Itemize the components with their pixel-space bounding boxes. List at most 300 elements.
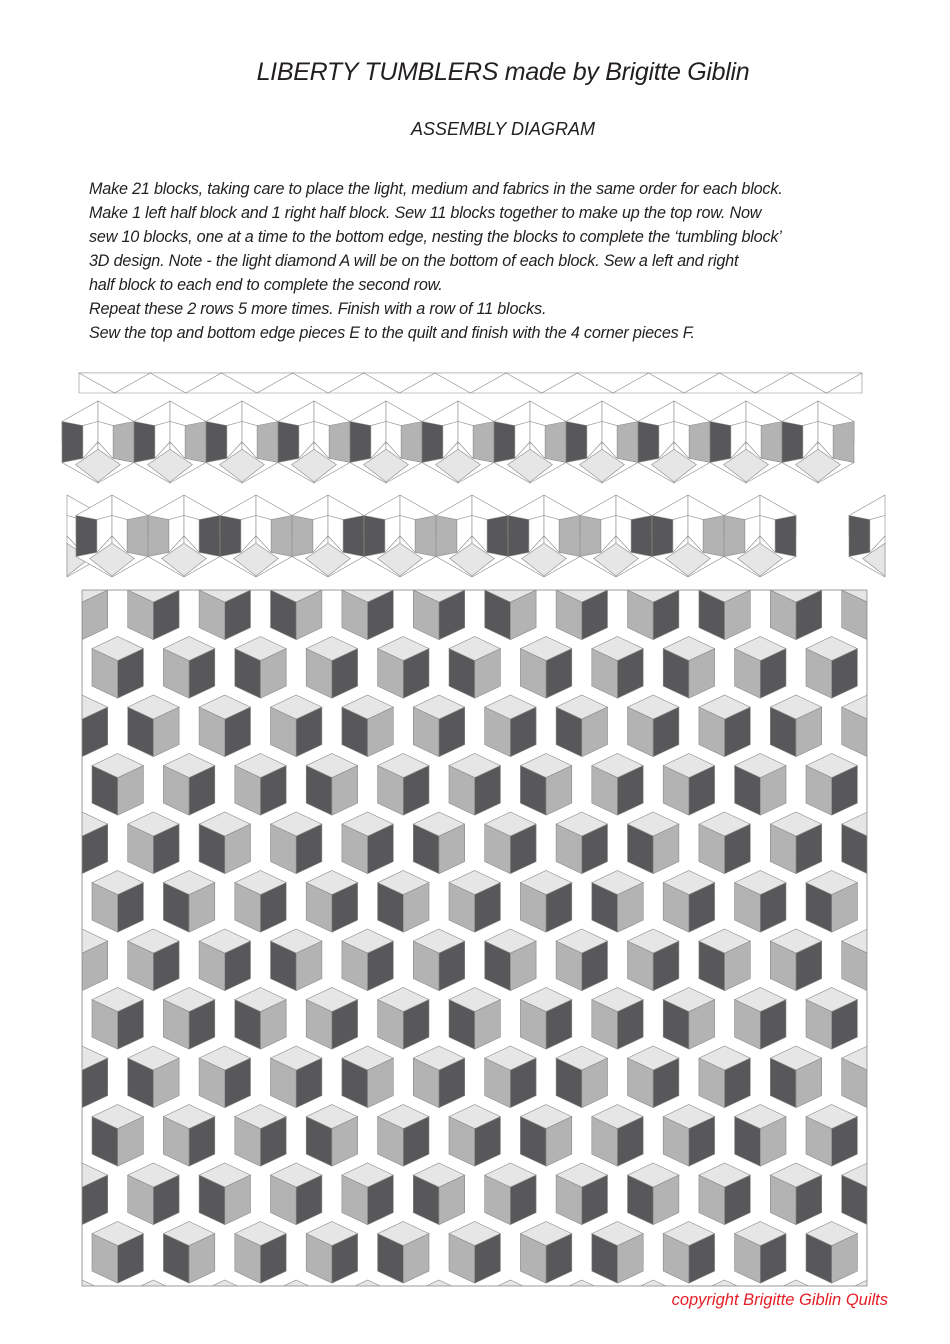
instruction-line: Sew the top and bottom edge pieces E to the quilt and finish with the 4 corner pieces F. — [89, 324, 695, 342]
quilt-cube — [806, 871, 857, 933]
quilt-cube — [770, 812, 821, 874]
quilt-cube — [128, 929, 179, 991]
side-diamond — [257, 422, 278, 463]
side-diamond — [113, 422, 134, 463]
block — [494, 401, 566, 483]
block — [652, 495, 724, 577]
cube-left — [413, 1292, 439, 1342]
quilt-cube — [592, 754, 643, 816]
side-diamond — [148, 516, 169, 557]
quilt-cube — [556, 1163, 607, 1225]
cube-top — [0, 929, 36, 953]
quilt-cube — [199, 1280, 250, 1342]
side-diamond — [134, 422, 155, 463]
quilt-cube — [592, 988, 643, 1050]
cube-top — [21, 1105, 72, 1129]
quilt-cube — [199, 929, 250, 991]
block — [292, 495, 364, 577]
quilt-cube — [342, 929, 393, 991]
cube-left — [21, 649, 47, 699]
quilt-cube — [877, 988, 928, 1050]
cube-top — [913, 695, 950, 719]
quilt-cube — [806, 637, 857, 699]
quilt-cube — [663, 988, 714, 1050]
side-diamond — [710, 422, 731, 463]
quilt-cube — [913, 695, 950, 757]
cube-top — [0, 1046, 36, 1070]
quilt-cube — [342, 1046, 393, 1108]
quilt-cube — [449, 754, 500, 816]
cube-top — [0, 695, 36, 719]
quilt-cube — [92, 988, 143, 1050]
quilt-cube — [21, 988, 72, 1050]
quilt-cube — [235, 637, 286, 699]
quilt-cube — [520, 1105, 571, 1167]
block — [422, 401, 494, 483]
cube-top — [877, 754, 928, 778]
side-diamond — [849, 516, 870, 557]
side-diamond — [422, 422, 443, 463]
cube-right — [11, 1292, 37, 1342]
cube-left — [556, 1292, 582, 1342]
quilt-cube — [342, 1280, 393, 1342]
block — [638, 401, 710, 483]
quilt-cube — [128, 812, 179, 874]
quilt-cube — [663, 1105, 714, 1167]
quilt-cube — [556, 578, 607, 640]
instruction-line: Make 1 left half block and 1 right half block. Sew 11 blocks together to make up the top row. Now — [89, 204, 762, 222]
quilt-cube — [663, 637, 714, 699]
quilt-cube — [556, 929, 607, 991]
cube-right — [46, 1234, 72, 1284]
cube-right — [46, 883, 72, 933]
side-diamond — [220, 516, 241, 557]
top-edge-piece-e — [79, 373, 862, 393]
cube-left — [199, 1292, 225, 1342]
quilt-cube — [449, 988, 500, 1050]
quilt-cube — [92, 1222, 143, 1284]
cube-left — [56, 1175, 82, 1225]
side-diamond — [473, 422, 494, 463]
quilt-cube — [485, 695, 536, 757]
quilt-cube — [271, 578, 322, 640]
cube-left — [271, 1292, 297, 1342]
quilt-cube — [842, 695, 893, 757]
side-diamond — [782, 422, 803, 463]
quilt-cube — [485, 1280, 536, 1342]
quilt-cube — [842, 929, 893, 991]
quilt-cube — [842, 1163, 893, 1225]
side-diamond — [415, 516, 436, 557]
quilt-cube — [21, 871, 72, 933]
quilt-cube — [342, 695, 393, 757]
side-diamond — [62, 422, 83, 463]
quilt-cube — [163, 1222, 214, 1284]
side-diamond — [206, 422, 227, 463]
quilt-cube — [0, 1163, 36, 1225]
side-diamond — [631, 516, 652, 557]
side-diamond — [127, 516, 148, 557]
block — [206, 401, 278, 483]
cube-right — [11, 941, 37, 991]
quilt-cube — [306, 988, 357, 1050]
quilt-cube — [770, 1280, 821, 1342]
block — [350, 401, 422, 483]
cube-right — [46, 766, 72, 816]
quilt-cube — [413, 1046, 464, 1108]
quilt-cube — [92, 754, 143, 816]
quilt-cube — [0, 1046, 36, 1108]
side-diamond — [292, 516, 313, 557]
cube-right — [903, 649, 929, 699]
side-diamond — [580, 516, 601, 557]
cube-left — [21, 766, 47, 816]
cube-left — [913, 707, 939, 757]
assembled-quilt — [0, 578, 950, 1342]
quilt-cube — [271, 1046, 322, 1108]
side-diamond — [833, 422, 854, 463]
quilt-cube — [770, 578, 821, 640]
side-diamond — [724, 516, 745, 557]
quilt-cube — [699, 812, 750, 874]
block — [436, 495, 508, 577]
quilt-cube — [0, 1280, 36, 1342]
block — [580, 495, 652, 577]
cube-left — [877, 1234, 903, 1284]
quilt-cube — [628, 812, 679, 874]
quilt-cube — [628, 695, 679, 757]
quilt-cube — [92, 1105, 143, 1167]
quilt-cube — [592, 871, 643, 933]
quilt-cube — [449, 637, 500, 699]
side-diamond — [775, 516, 796, 557]
quilt-cube — [913, 812, 950, 874]
cube-top — [21, 754, 72, 778]
quilt-cube — [235, 988, 286, 1050]
quilt-cube — [199, 812, 250, 874]
side-diamond — [185, 422, 206, 463]
quilt-cube — [21, 637, 72, 699]
quilt-cube — [92, 637, 143, 699]
quilt-cube — [271, 812, 322, 874]
cube-top — [913, 929, 950, 953]
quilt-cube — [592, 637, 643, 699]
quilt-cube — [735, 988, 786, 1050]
cube-top — [913, 1163, 950, 1187]
cube-top — [0, 578, 36, 602]
cube-right — [368, 1292, 394, 1342]
quilt-cube — [378, 754, 429, 816]
cube-top — [913, 812, 950, 836]
quilt-cube — [699, 1163, 750, 1225]
side-diamond — [508, 516, 529, 557]
quilt-cube — [913, 929, 950, 991]
quilt-cube — [306, 1105, 357, 1167]
side-diamond — [436, 516, 457, 557]
quilt-cube — [271, 1280, 322, 1342]
cube-right — [939, 1058, 950, 1108]
cube-top — [0, 1280, 36, 1304]
quilt-cube — [163, 637, 214, 699]
quilt-cube — [877, 637, 928, 699]
side-diamond — [329, 422, 350, 463]
quilt-cube — [128, 1280, 179, 1342]
instruction-line: 3D design. Note - the light diamond A will be on the bottom of each block. Sew a left and right — [89, 252, 739, 270]
block — [508, 495, 580, 577]
quilt-cube — [556, 695, 607, 757]
quilt-cube — [199, 1046, 250, 1108]
quilt-cube — [306, 1222, 357, 1284]
cube-left — [21, 1234, 47, 1284]
side-diamond — [689, 422, 710, 463]
quilt-cube — [735, 637, 786, 699]
block — [220, 495, 292, 577]
quilt-cube — [199, 578, 250, 640]
cube-left — [0, 941, 11, 991]
cube-right — [296, 1292, 322, 1342]
quilt-cube — [235, 871, 286, 933]
cube-right — [582, 1292, 608, 1342]
quilt-cube — [663, 871, 714, 933]
quilt-cube — [842, 1046, 893, 1108]
quilt-cube — [163, 988, 214, 1050]
quilt-cube — [520, 754, 571, 816]
instruction-line: half block to each end to complete the second row. — [89, 276, 443, 294]
quilt-cube — [235, 754, 286, 816]
quilt-cube — [306, 754, 357, 816]
cube-left — [913, 1175, 939, 1225]
quilt-cube — [163, 1105, 214, 1167]
cube-left — [21, 1000, 47, 1050]
cube-left — [128, 1292, 154, 1342]
cube-top — [21, 1222, 72, 1246]
cube-right — [153, 1292, 179, 1342]
cube-top — [877, 637, 928, 661]
side-diamond — [559, 516, 580, 557]
cube-right — [46, 649, 72, 699]
quilt-cube — [806, 1222, 857, 1284]
cube-right — [939, 941, 950, 991]
quilt-cube — [806, 1105, 857, 1167]
cube-left — [56, 941, 82, 991]
quilt-cube — [378, 1222, 429, 1284]
quilt-cube — [378, 1105, 429, 1167]
cube-right — [510, 1292, 536, 1342]
cube-left — [913, 1058, 939, 1108]
cube-top — [877, 1222, 928, 1246]
cube-top — [877, 871, 928, 895]
quilt-cube — [342, 812, 393, 874]
quilt-cube — [413, 812, 464, 874]
quilt-cube — [842, 578, 893, 640]
block — [134, 401, 206, 483]
cube-left — [877, 649, 903, 699]
cube-left — [877, 1117, 903, 1167]
cube-right — [903, 1234, 929, 1284]
cube-right — [939, 1292, 950, 1342]
cube-left — [0, 707, 11, 757]
quilt-cube — [520, 871, 571, 933]
quilt-cube — [128, 695, 179, 757]
quilt-cube — [128, 1046, 179, 1108]
cube-left — [0, 1292, 11, 1342]
quilt-cube — [628, 1280, 679, 1342]
quilt-cube — [913, 1046, 950, 1108]
cube-right — [11, 1058, 37, 1108]
quilt-cube — [413, 929, 464, 991]
side-diamond — [364, 516, 385, 557]
quilt-cube — [770, 695, 821, 757]
quilt-cube — [699, 578, 750, 640]
quilt-cube — [735, 1222, 786, 1284]
side-diamond — [487, 516, 508, 557]
quilt-cube — [770, 929, 821, 991]
quilt-cube — [699, 1046, 750, 1108]
cube-right — [11, 707, 37, 757]
instruction-line: sew 10 blocks, one at a time to the bottom edge, nesting the blocks to complete the ‘tumbling block’ — [89, 228, 782, 246]
cube-right — [439, 1292, 465, 1342]
cube-right — [903, 883, 929, 933]
side-diamond — [199, 516, 220, 557]
side-diamond — [401, 422, 422, 463]
cube-right — [11, 590, 37, 640]
cube-right — [867, 1058, 893, 1108]
quilt-cube — [306, 871, 357, 933]
cube-top — [913, 1046, 950, 1070]
quilt-cube — [735, 754, 786, 816]
quilt-cube — [770, 1163, 821, 1225]
quilt-cube — [556, 1046, 607, 1108]
quilt-cube — [449, 1222, 500, 1284]
page-subtitle: ASSEMBLY DIAGRAM — [410, 119, 596, 139]
side-diamond — [343, 516, 364, 557]
quilt-cube — [877, 1105, 928, 1167]
quilt-cube — [556, 1280, 607, 1342]
cube-left — [913, 1292, 939, 1342]
quilt-cube — [449, 871, 500, 933]
cube-left — [56, 1058, 82, 1108]
quilt-cube — [806, 754, 857, 816]
side-diamond — [76, 516, 97, 557]
cube-right — [867, 707, 893, 757]
quilt-cube — [342, 578, 393, 640]
quilt-cube — [913, 1163, 950, 1225]
quilt-cube — [663, 1222, 714, 1284]
cube-right — [903, 1000, 929, 1050]
quilt-cube — [699, 929, 750, 991]
cube-top — [877, 1105, 928, 1129]
quilt-cube — [485, 929, 536, 991]
side-diamond — [761, 422, 782, 463]
quilt-cube — [485, 1046, 536, 1108]
instruction-line: Repeat these 2 rows 5 more times. Finish with a row of 11 blocks. — [89, 300, 547, 318]
quilt-cube — [628, 1163, 679, 1225]
quilt-cube — [199, 1163, 250, 1225]
quilt-cube — [449, 1105, 500, 1167]
quilt-cube — [271, 929, 322, 991]
quilt-cube — [0, 929, 36, 991]
cube-left — [56, 707, 82, 757]
side-diamond — [703, 516, 724, 557]
block — [782, 401, 854, 483]
quilt-cube — [128, 1163, 179, 1225]
quilt-cube — [413, 1163, 464, 1225]
cube-left — [0, 1175, 11, 1225]
quilt-cube — [735, 1105, 786, 1167]
cube-right — [11, 1175, 37, 1225]
cube-right — [939, 590, 950, 640]
cube-right — [939, 707, 950, 757]
page-title: LIBERTY TUMBLERS made by Brigitte Giblin — [256, 58, 750, 86]
quilt-cube — [485, 578, 536, 640]
quilt-cube — [877, 871, 928, 933]
quilt-cube — [21, 1222, 72, 1284]
cube-left — [0, 590, 11, 640]
cube-left — [877, 883, 903, 933]
quilt-cube — [735, 871, 786, 933]
side-diamond — [617, 422, 638, 463]
cube-right — [46, 1000, 72, 1050]
quilt-cube — [699, 695, 750, 757]
quilt-cube — [556, 812, 607, 874]
side-diamond — [350, 422, 371, 463]
block-row-top — [62, 401, 854, 483]
copyright-text: copyright Brigitte Giblin Quilts — [671, 1291, 888, 1309]
side-diamond — [652, 516, 673, 557]
quilt-cube — [342, 1163, 393, 1225]
cube-right — [867, 1175, 893, 1225]
cube-top — [21, 871, 72, 895]
block — [566, 401, 638, 483]
cube-left — [877, 766, 903, 816]
quilt-cube — [378, 637, 429, 699]
cube-left — [485, 1292, 511, 1342]
quilt-cube — [628, 1046, 679, 1108]
cube-top — [0, 812, 36, 836]
cube-left — [342, 1292, 368, 1342]
quilt-cube — [0, 695, 36, 757]
quilt-cube — [877, 754, 928, 816]
block-row-second — [67, 495, 885, 577]
quilt-cube — [0, 578, 36, 640]
quilt-cube — [877, 1222, 928, 1284]
quilt-cube — [592, 1222, 643, 1284]
cube-left — [21, 1117, 47, 1167]
cube-right — [939, 1175, 950, 1225]
quilt-cube — [0, 812, 36, 874]
cube-right — [225, 1292, 251, 1342]
cube-right — [11, 824, 37, 874]
cube-right — [867, 824, 893, 874]
instruction-line: Make 21 blocks, taking care to place the light, medium and fabrics in the same order for each block. — [89, 180, 783, 198]
quilt-cube — [92, 871, 143, 933]
block — [62, 401, 134, 483]
quilt-cube — [842, 1280, 893, 1342]
cube-left — [913, 824, 939, 874]
block — [278, 401, 350, 483]
quilt-cube — [592, 1105, 643, 1167]
quilt-cube — [163, 871, 214, 933]
quilt-cube — [628, 929, 679, 991]
quilt-cube — [413, 578, 464, 640]
cube-top — [0, 1163, 36, 1187]
side-diamond — [494, 422, 515, 463]
cube-left — [0, 1058, 11, 1108]
quilt-cube — [413, 695, 464, 757]
side-diamond — [545, 422, 566, 463]
quilt-cube — [806, 988, 857, 1050]
cube-right — [939, 824, 950, 874]
